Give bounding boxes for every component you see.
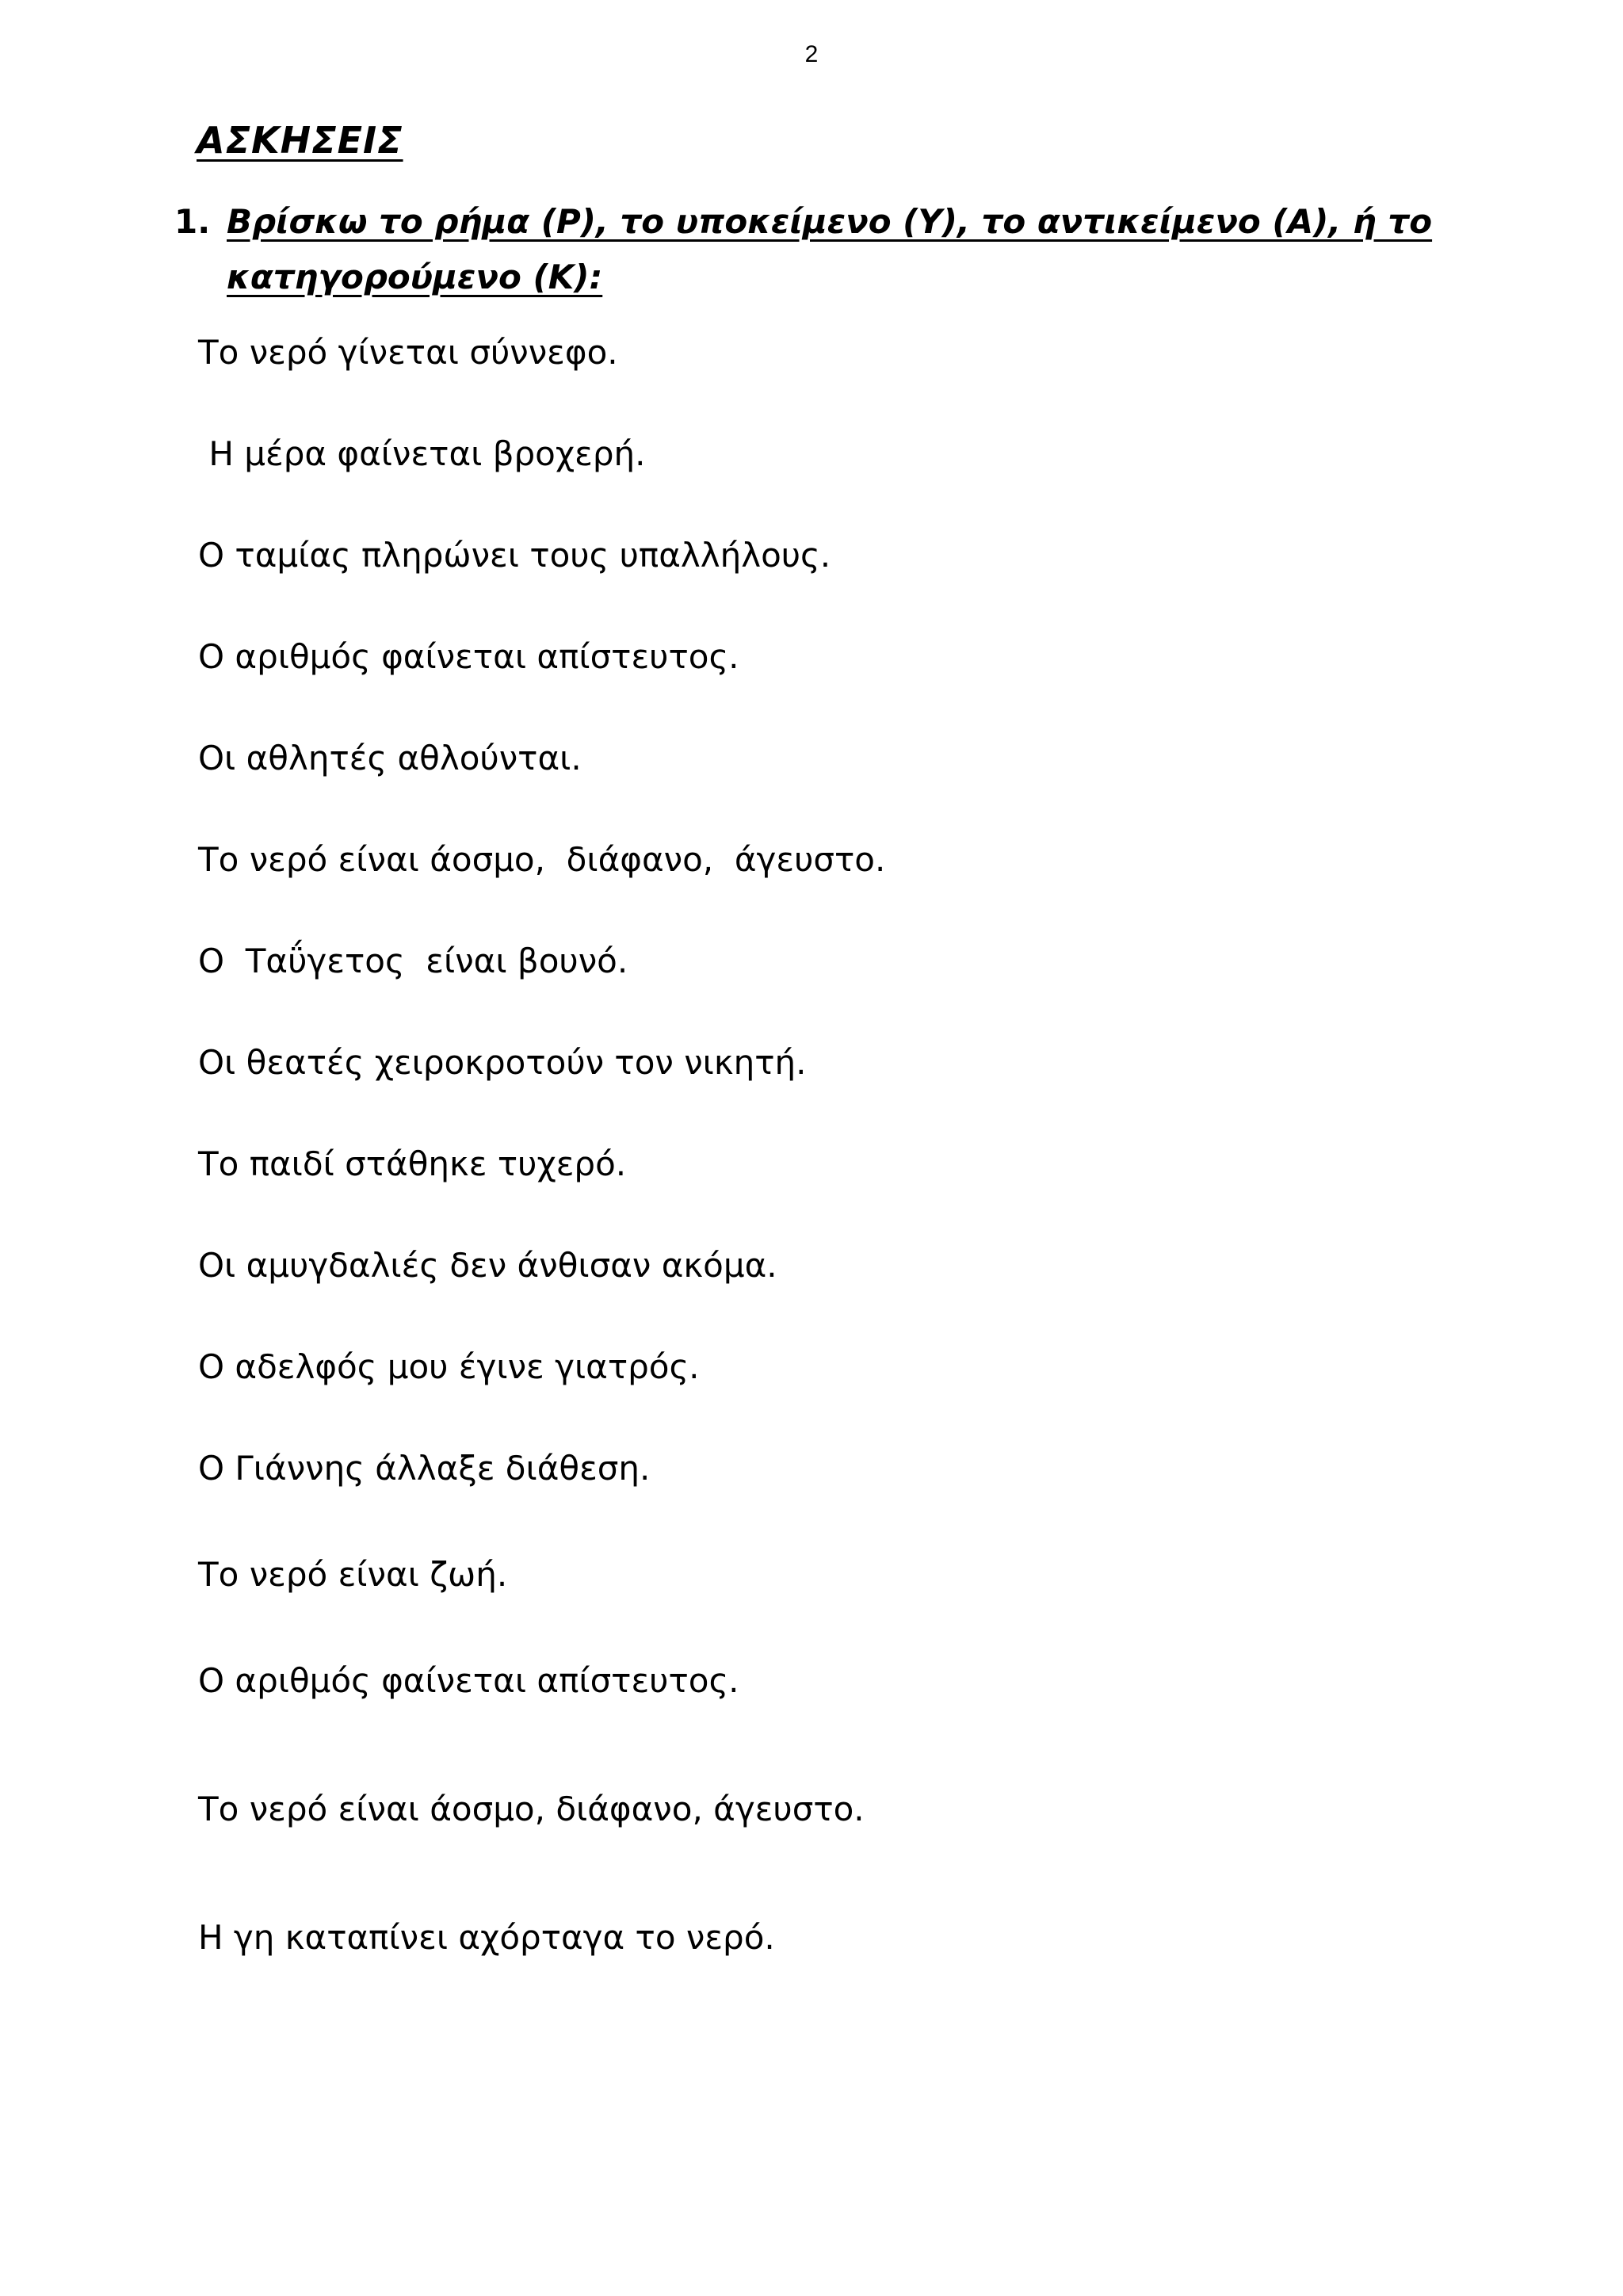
sentence-13: Το νερό είναι ζωή.	[198, 1555, 508, 1594]
sentence-8: Οι θεατές χειροκροτούν τον νικητή.	[198, 1043, 807, 1082]
sentence-6: Το νερό είναι άοσμο, διάφανο, άγευστο.	[198, 840, 886, 879]
sentence-1: Το νερό γίνεται σύννεφο.	[198, 333, 618, 372]
page-number: 2	[804, 41, 819, 67]
sentence-12: Ο Γιάννης άλλαξε διάθεση.	[198, 1449, 651, 1488]
exercise-instruction: Βρίσκω το ρήμα (Ρ), το υποκείμενο (Υ), το αντικείμενο (Α), ή το κατηγορούμενο (Κ):	[227, 202, 1433, 296]
exercise-heading	[174, 194, 1442, 305]
sentence-14: Ο αριθμός φαίνεται απίστευτος.	[198, 1661, 739, 1700]
sentence-3: Ο ταμίας πληρώνει τους υπαλλήλους.	[198, 536, 831, 575]
sentence-10: Οι αμυγδαλιές δεν άνθισαν ακόμα.	[198, 1246, 777, 1285]
sentence-15: Το νερό είναι άοσμο, διάφανο, άγευστο.	[198, 1790, 865, 1828]
sentence-5: Οι αθλητές αθλούνται.	[198, 739, 582, 777]
section-title: ΑΣΚΗΣΕΙΣ	[197, 119, 403, 162]
sentence-16: Η γη καταπίνει αχόρταγα το νερό.	[198, 1918, 775, 1957]
exercise-number: 1.	[174, 202, 211, 241]
sentence-7: Ο Ταΰγετος είναι βουνό.	[198, 942, 628, 980]
sentence-2: Η μέρα φαίνεται βροχερή.	[198, 434, 646, 473]
sentence-4: Ο αριθμός φαίνεται απίστευτος.	[198, 637, 739, 676]
sentence-11: Ο αδελφός μου έγινε γιατρός.	[198, 1347, 700, 1386]
sentence-9: Το παιδί στάθηκε τυχερό.	[198, 1144, 627, 1183]
